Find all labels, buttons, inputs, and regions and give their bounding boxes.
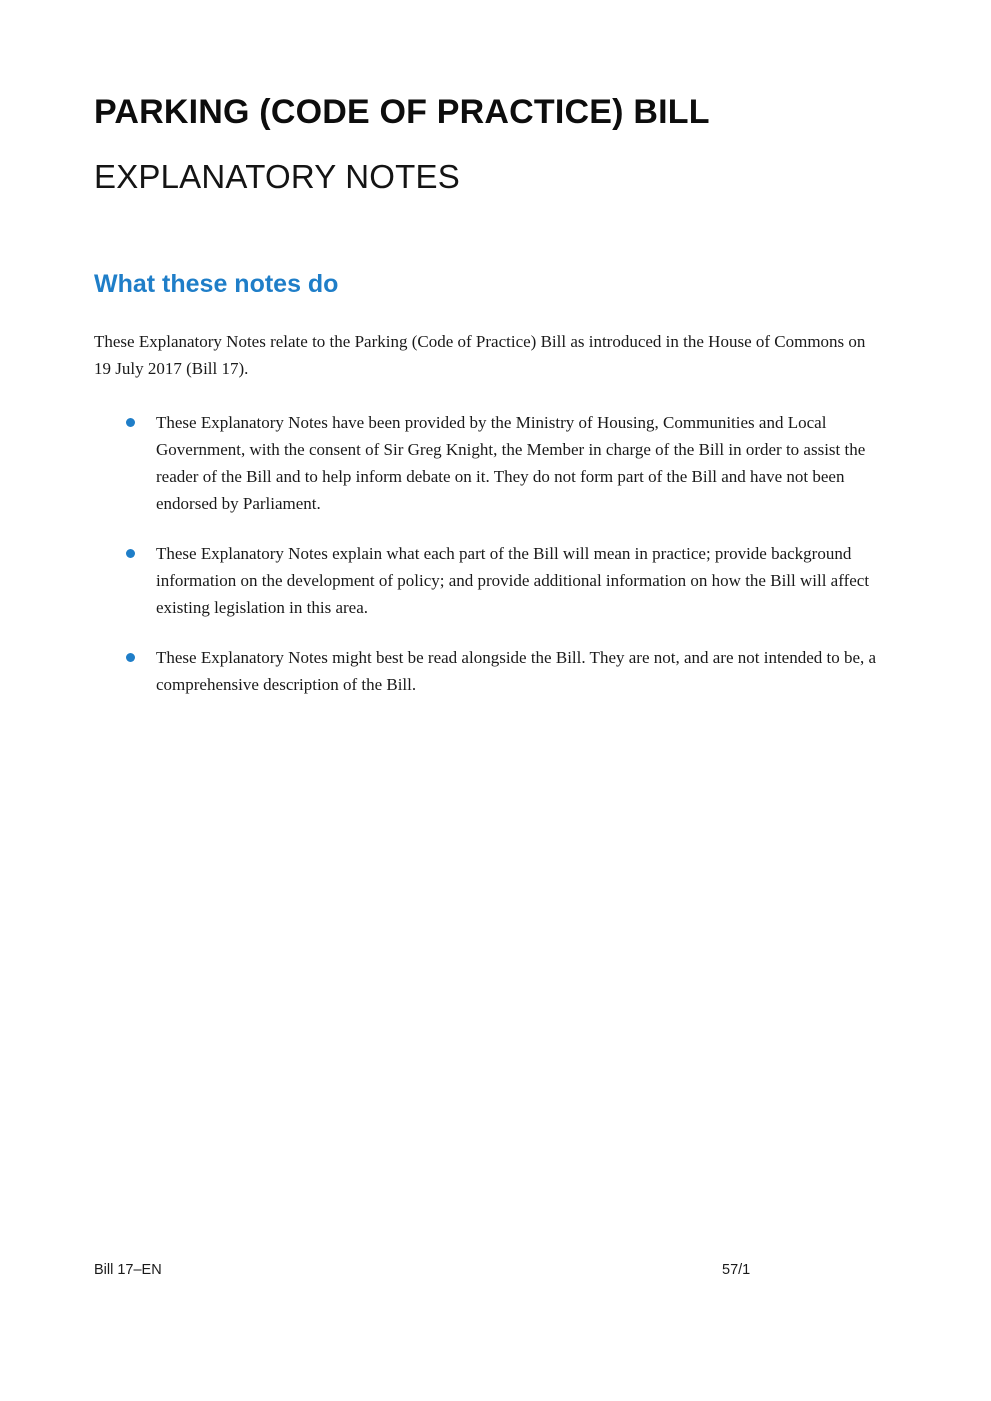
bullet-text: These Explanatory Notes explain what each part of the Bill will mean in practice; provide background information on the development of policy; and provide additional information on how the Bill will affect existing legislation in this area. [156,544,870,618]
section-heading: What these notes do [94,270,339,299]
document-title: PARKING (CODE OF PRACTICE) BILL [94,93,710,131]
footer-bill-number: Bill 17–EN [94,1262,162,1278]
bullet-icon [126,549,135,558]
bullet-text: These Explanatory Notes have been provided by the Ministry of Housing, Communities and Local Government, with the consent of Sir Greg Knight, the Member in charge of the Bill in order to assist the reader of the Bill and to help inform debate on it. They do not form part of the Bill and have not been endorsed by Parliament. [156,413,866,514]
list-item [94,540,885,621]
document-subtitle: EXPLANATORY NOTES [94,158,460,196]
bullet-icon [126,653,135,662]
list-item [94,409,885,517]
bullet-list [94,409,885,698]
intro-paragraph: These Explanatory Notes relate to the Parking (Code of Practice) Bill as introduced in the House of Commons on 19 July 2017 (Bill 17). [94,332,866,379]
footer-page-number: 57/1 [722,1262,751,1278]
bullet-icon [126,418,135,427]
list-item [94,644,885,698]
bullet-text: These Explanatory Notes might best be read alongside the Bill. They are not, and are not intended to be, a comprehensive description of the Bill. [156,648,877,695]
